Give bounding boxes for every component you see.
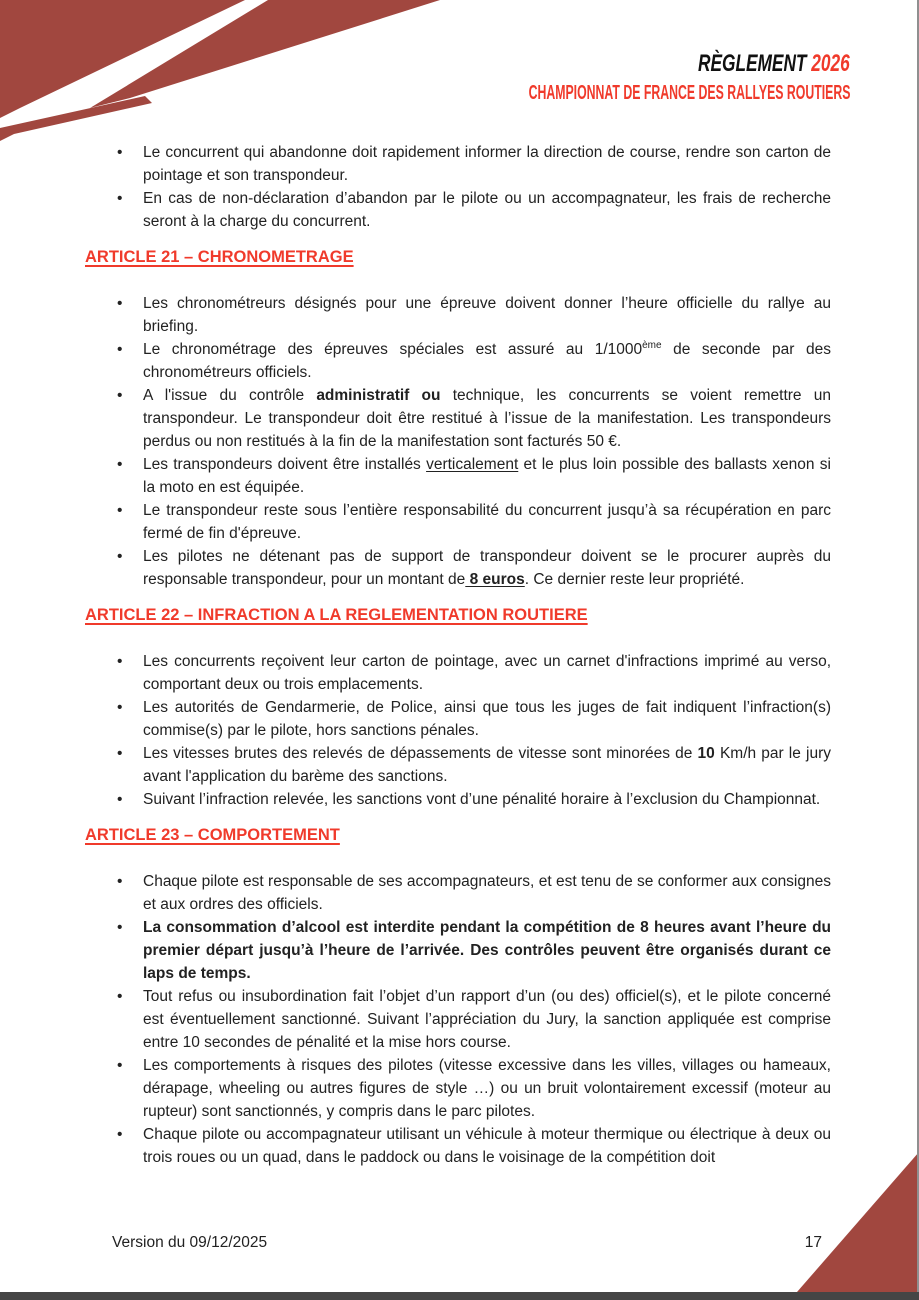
page-number: 17 [804, 1234, 822, 1251]
text-segment: Le transpondeur reste sous l’entière responsabilité du concurrent jusqu’à sa récupération en parc fermé de fin d'épreuve. [143, 502, 831, 542]
text-segment: Les concurrents reçoivent leur carton de pointage, avec un carnet d'infractions imprimé au verso, comportant deux ou trois emplacements. [143, 653, 831, 693]
list-item [143, 696, 831, 742]
text-segment: Les vitesses brutes des relevés de dépassements de vitesse sont minorées de [143, 745, 698, 762]
text-segment: En cas de non-déclaration d’abandon par le pilote ou un accompagnateur, les frais de recherche seront à la charge du concurrent. [143, 190, 831, 230]
text-segment: Le chronométrage des épreuves spéciales est assuré au 1/1000 [143, 341, 643, 358]
list-item [143, 870, 831, 916]
text-segment: de seconde par des chronométreurs officiels. [143, 341, 831, 381]
text-segment: technique, les concurrents se voient remettre un transpondeur. Le transpondeur doit être restitué à l’issue de la manifestation. Les transpondeurs perdus ou non restitués à la fin de la manifestation sont facturés 50 €. [143, 387, 831, 450]
list-item [143, 292, 831, 338]
text-segment: Km/h par le jury avant l'application du barème des sanctions. [143, 745, 831, 785]
text-segment: Suivant l’infraction relevée, les sanctions vont d’une pénalité horaire à l’exclusion du Championnat. [143, 791, 821, 808]
list-item [143, 338, 831, 384]
text-segment: La consommation d’alcool est interdite pendant la compétition de 8 heures avant l’heure du premier départ jusqu’à l’heure de l’arrivée. Des contrôles peuvent être organisés durant ce laps de temps. [143, 919, 831, 982]
document-body [85, 0, 831, 1169]
text-segment: Chaque pilote ou accompagnateur utilisant un véhicule à moteur thermique ou électrique à deux ou trois roues ou un quad, dans le paddock ou dans le voisinage de la compétition doit [143, 1126, 831, 1166]
list-item [143, 187, 831, 233]
list-item [143, 141, 831, 187]
list-item [143, 453, 831, 499]
article-23-heading: ARTICLE 23 – COMPORTEMENT [85, 826, 340, 844]
list-item [143, 788, 831, 811]
text-segment: Les transpondeurs doivent être installés [143, 456, 427, 473]
article-21-heading: ARTICLE 21 – CHRONOMETRAGE [85, 248, 354, 266]
text-segment: 8 euros [465, 571, 525, 588]
list-item [143, 985, 831, 1054]
list-item [143, 545, 831, 591]
reglement-title-text: RÈGLEMENT [698, 50, 807, 77]
championship-subtitle: CHAMPIONNAT DE FRANCE DES RALLYES ROUTIERS [528, 81, 850, 104]
text-segment: ème [642, 339, 662, 351]
text-segment: administratif ou [316, 387, 441, 404]
page-footer [0, 1234, 919, 1252]
text-segment: Les comportements à risques des pilotes (vitesse excessive dans les villes, villages ou hameaux, dérapage, wheeling ou autres figures de style …) ou un bruit volontairement excessif (moteur au rupteur) sont sanctionnés, y compris dans le parc pilotes. [143, 1057, 831, 1120]
list-item [143, 1054, 831, 1123]
page-bottom-bar [0, 1292, 919, 1300]
text-segment: Les autorités de Gendarmerie, de Police, ainsi que tous les juges de fait indiquent l’infraction(s) commise(s) par le pilote, hors sanctions pénales. [143, 699, 831, 739]
text-segment: Chaque pilote est responsable de ses accompagnateurs, et est tenu de se conformer aux consignes et aux ordres des officiels. [143, 873, 831, 913]
text-segment: et le plus loin possible des ballasts xenon si la moto en est équipée. [143, 456, 831, 496]
list-item [143, 916, 831, 985]
article-21-bullet-list [85, 292, 831, 591]
text-segment: A l'issue du contrôle [143, 387, 317, 404]
list-item [143, 650, 831, 696]
article-22-heading: ARTICLE 22 – INFRACTION A LA REGLEMENTATION ROUTIERE [85, 606, 588, 624]
text-segment: 10 [697, 745, 715, 762]
list-item [143, 384, 831, 453]
article-23-bullet-list [85, 870, 831, 1169]
text-segment: verticalement [426, 456, 519, 473]
text-segment: Le concurrent qui abandonne doit rapidement informer la direction de course, rendre son carton de pointage et son transpondeur. [143, 144, 831, 184]
article-22-bullet-list [85, 650, 831, 811]
version-label: Version du 09/12/2025 [112, 1234, 268, 1251]
reglement-title-year: 2026 [811, 50, 850, 77]
text-segment: Les pilotes ne détenant pas de support de transpondeur doivent se le procurer auprès du responsable transpondeur, pour un montant de [143, 548, 831, 588]
list-item [143, 742, 831, 788]
list-item [143, 499, 831, 545]
footer-corner-triangle [797, 1152, 919, 1292]
text-segment: Tout refus ou insubordination fait l’objet d’un rapport d’un (ou des) officiel(s), et le pilote concerné est éventuellement sanctionné. Suivant l’appréciation du Jury, la sanction appliquée est comprise entre 10 secondes de pénalité et la mise hors course. [143, 988, 831, 1051]
list-item [143, 1123, 831, 1169]
abandon-bullet-list [85, 141, 831, 233]
text-segment: Les chronométreurs désignés pour une épreuve doivent donner l’heure officielle du rallye au briefing. [143, 295, 831, 335]
text-segment: . Ce dernier reste leur propriété. [524, 571, 745, 588]
